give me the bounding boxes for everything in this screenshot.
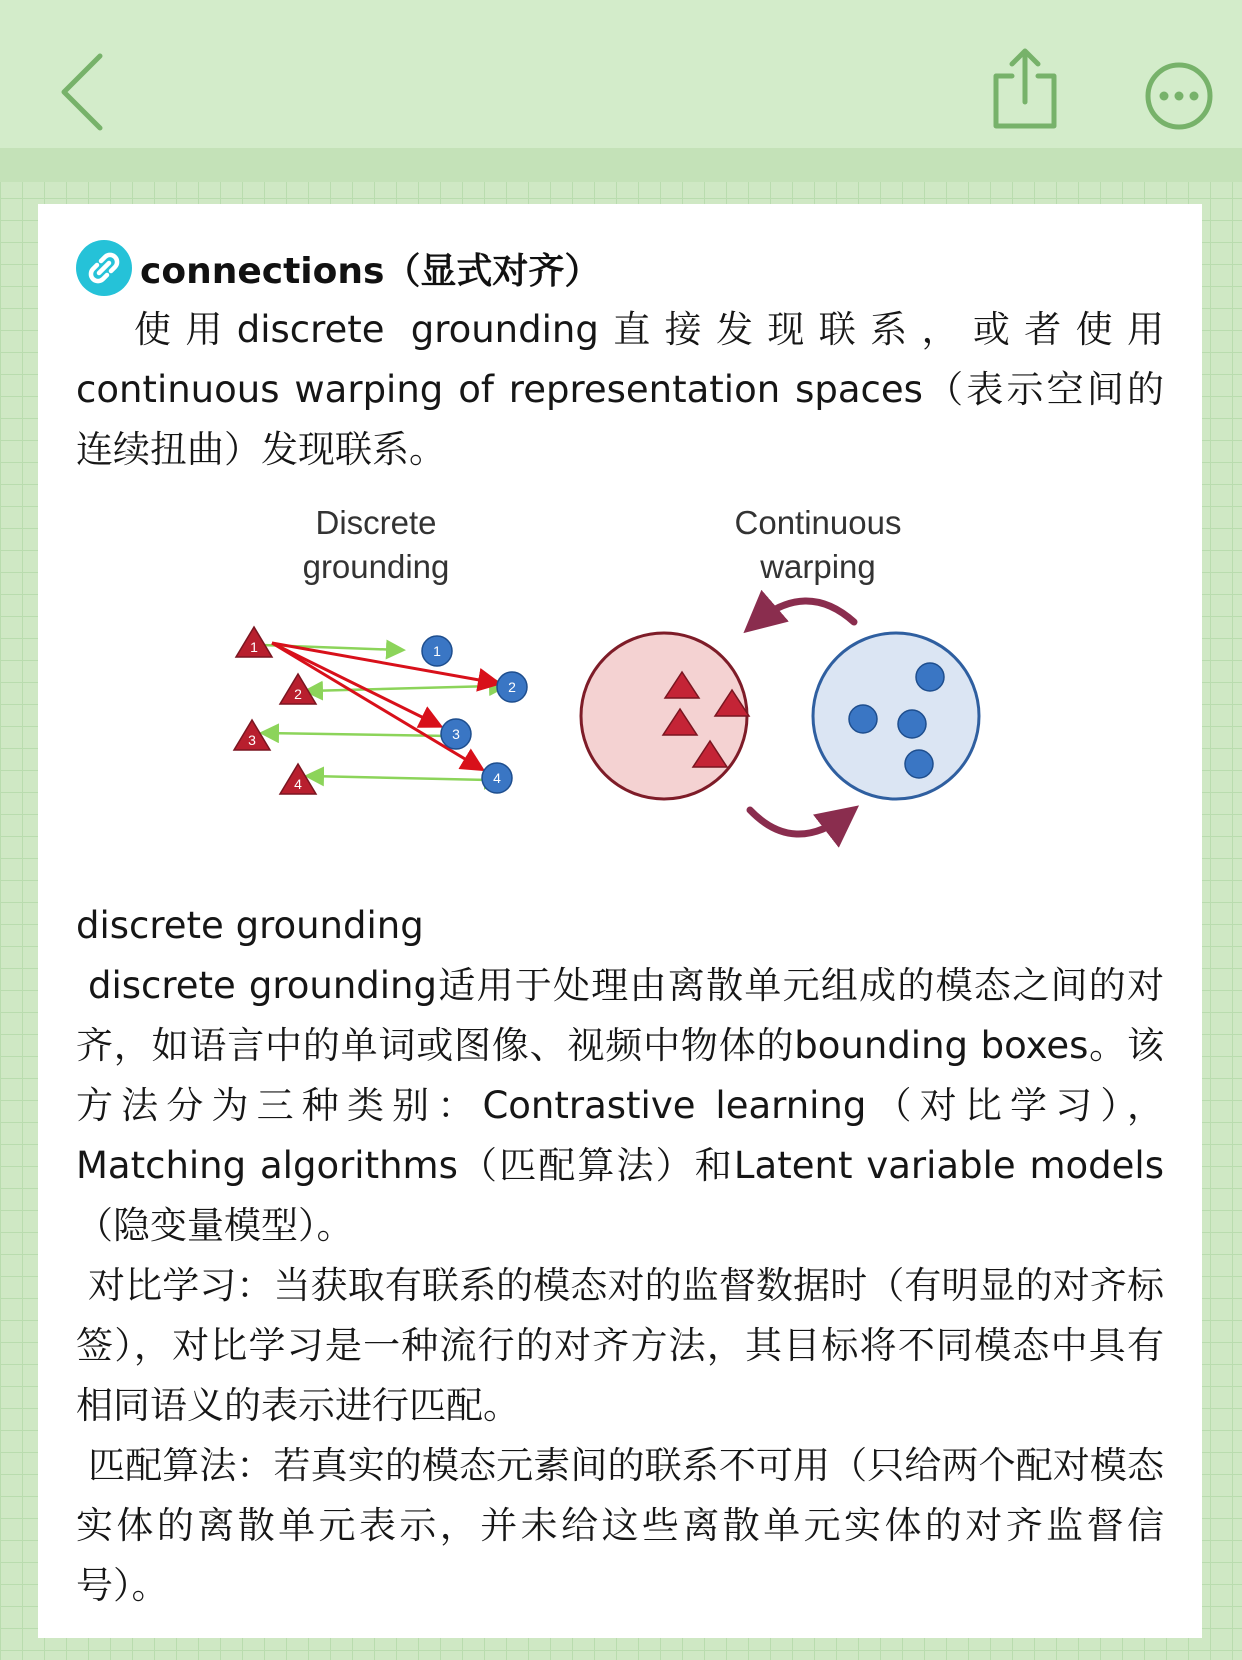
more-button[interactable] [1130,60,1228,158]
back-button[interactable] [52,50,112,134]
discrete-grounding-paragraph: discrete grounding适用于处理由离散单元组成的模态之间的对齐，如语言中的单词或图像、视频中物体的bounding boxes。该方法分为三种类别：Contrastive learning（对比学习），Matching algorithms（匹配算法）和Latent variable models（隐变量模型）。 [76,964,1164,1247]
left-figure-title-line1: Discrete [315,504,437,541]
warping-target-space [813,633,979,799]
left-figure-title-line2: grounding [302,548,450,585]
triangle-3 [234,720,270,750]
red-grounding-arrows [272,643,496,768]
node-circle-2-label: 2 [508,679,516,695]
matching-algorithms-paragraph: 匹配算法：若真实的模态元素间的联系不可用（只给两个配对模态实体的离散单元表示，并未给这些离散单元实体的对齐监督信号）。 [76,1444,1164,1607]
chevron-left-icon [64,56,100,128]
triangle-2 [280,674,316,704]
more-icon [1148,65,1210,127]
node-circle-3 [441,719,471,749]
alignment-diagram [76,484,1164,894]
right-figure-title-line2: warping [760,548,876,585]
triangle-3-label: 3 [248,732,256,748]
triangle-2-label: 2 [294,686,302,702]
discrete-grounding-title: discrete grounding [76,904,424,947]
share-icon [996,51,1054,126]
share-button[interactable] [992,46,1058,132]
node-circle-4-label: 4 [493,770,501,786]
node-circle-1 [422,636,452,666]
section-heading-text: connections（显式对齐） [140,250,601,292]
link-icon [76,240,132,296]
alignment-figure [76,484,1164,894]
contrastive-learning-paragraph: 对比学习：当获取有联系的模态对的监督数据时（有明显的对齐标签），对比学习是一种流行的对齐方法，其目标将不同模态中具有相同语义的表示进行匹配。 [76,1264,1164,1427]
node-circle-3-label: 3 [452,726,460,742]
section-heading [76,236,1164,300]
triangle-1-label: 1 [250,639,258,655]
triangle-4-label: 4 [294,776,302,792]
triangle-4 [280,764,316,794]
green-alignment-arrows [262,645,494,780]
right-figure-title-line1: Continuous [734,504,902,541]
article-card [38,204,1202,1638]
top-bar-shadow [0,148,1242,182]
intro-paragraph: 使用discrete grounding直接发现联系，或者使用continuous warping of representation spaces（表示空间的连续扭曲）发现联系。 [76,308,1164,471]
node-circle-1-label: 1 [433,643,441,659]
warping-source-space [581,633,749,799]
triangle-1 [236,627,272,657]
node-circle-2 [497,672,527,702]
node-circle-4 [482,763,512,793]
